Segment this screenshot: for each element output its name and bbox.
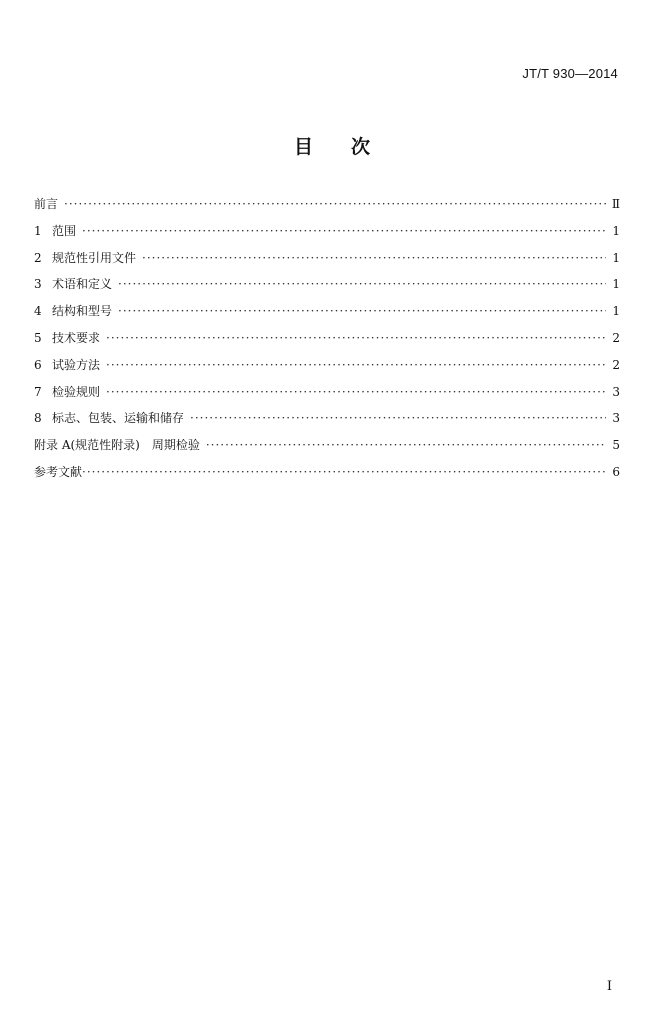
toc-leader-dots [190,410,606,426]
toc-entry-label: 规范性引用文件 [52,250,137,265]
toc-entry-label: 附录 A(规范性附录) 周期检验 [34,438,200,453]
toc-leader-dots [82,464,606,480]
toc-entry-page: 2 [612,357,620,372]
toc-title-char-2: 次 [351,136,371,158]
toc-list [34,196,620,491]
toc-entry-label: 标志、包装、运输和储存 [52,411,185,426]
toc-entry-label: 范围 [52,223,77,238]
toc-entry-label: 术语和定义 [52,277,113,292]
toc-entry-technical-requirements[interactable] [34,330,620,357]
toc-leader-dots [106,384,606,400]
toc-entry-page: 6 [612,464,620,479]
toc-leader-dots [106,330,606,346]
toc-entry-page: 1 [612,250,620,265]
toc-entry-number: 4 [34,304,42,319]
page-number: Ⅰ [606,979,612,994]
toc-title-char-1: 目 [293,136,313,158]
toc-entry-number: 3 [34,277,42,292]
toc-entry-test-methods[interactable] [34,357,620,384]
toc-entry-terms-definitions[interactable] [34,276,620,303]
toc-entry-label: 参考文献 [34,464,83,479]
toc-title [0,132,664,159]
toc-entry-foreword[interactable] [34,196,620,223]
toc-entry-page: 3 [612,411,620,426]
toc-entry-label: 结构和型号 [52,304,113,319]
toc-entry-number: 7 [34,384,42,399]
toc-entry-page: 3 [612,384,620,399]
toc-entry-number: 5 [34,330,42,345]
toc-entry-page: 1 [612,277,620,292]
toc-entry-bibliography[interactable] [34,464,620,491]
toc-entry-label: 试验方法 [52,357,101,372]
toc-entry-structure-models[interactable] [34,303,620,330]
toc-entry-page: 1 [612,223,620,238]
toc-leader-dots [206,437,606,453]
toc-entry-label: 检验规则 [52,384,101,399]
toc-entry-label: 技术要求 [52,330,101,345]
toc-entry-annex-a[interactable] [34,437,620,464]
toc-entry-scope[interactable] [34,223,620,250]
toc-entry-page: 2 [612,330,620,345]
toc-leader-dots [82,223,606,239]
toc-leader-dots [142,250,606,266]
toc-entry-number: 2 [34,250,42,265]
toc-leader-dots [64,196,606,212]
toc-leader-dots [106,357,606,373]
toc-leader-dots [118,276,606,292]
toc-entry-label: 前言 [34,197,59,211]
toc-entry-number: 1 [34,223,42,238]
toc-entry-page: 5 [612,438,620,453]
toc-entry-inspection-rules[interactable] [34,384,620,411]
standard-code: JT/T 930—2014 [522,66,618,81]
toc-entry-number: 8 [34,411,42,426]
toc-entry-marking-packaging[interactable] [34,410,620,437]
toc-leader-dots [118,303,606,319]
toc-entry-normative-references[interactable] [34,250,620,277]
toc-entry-number: 6 [34,357,42,372]
toc-entry-page: Ⅱ [611,197,620,211]
toc-entry-page: 1 [612,304,620,319]
